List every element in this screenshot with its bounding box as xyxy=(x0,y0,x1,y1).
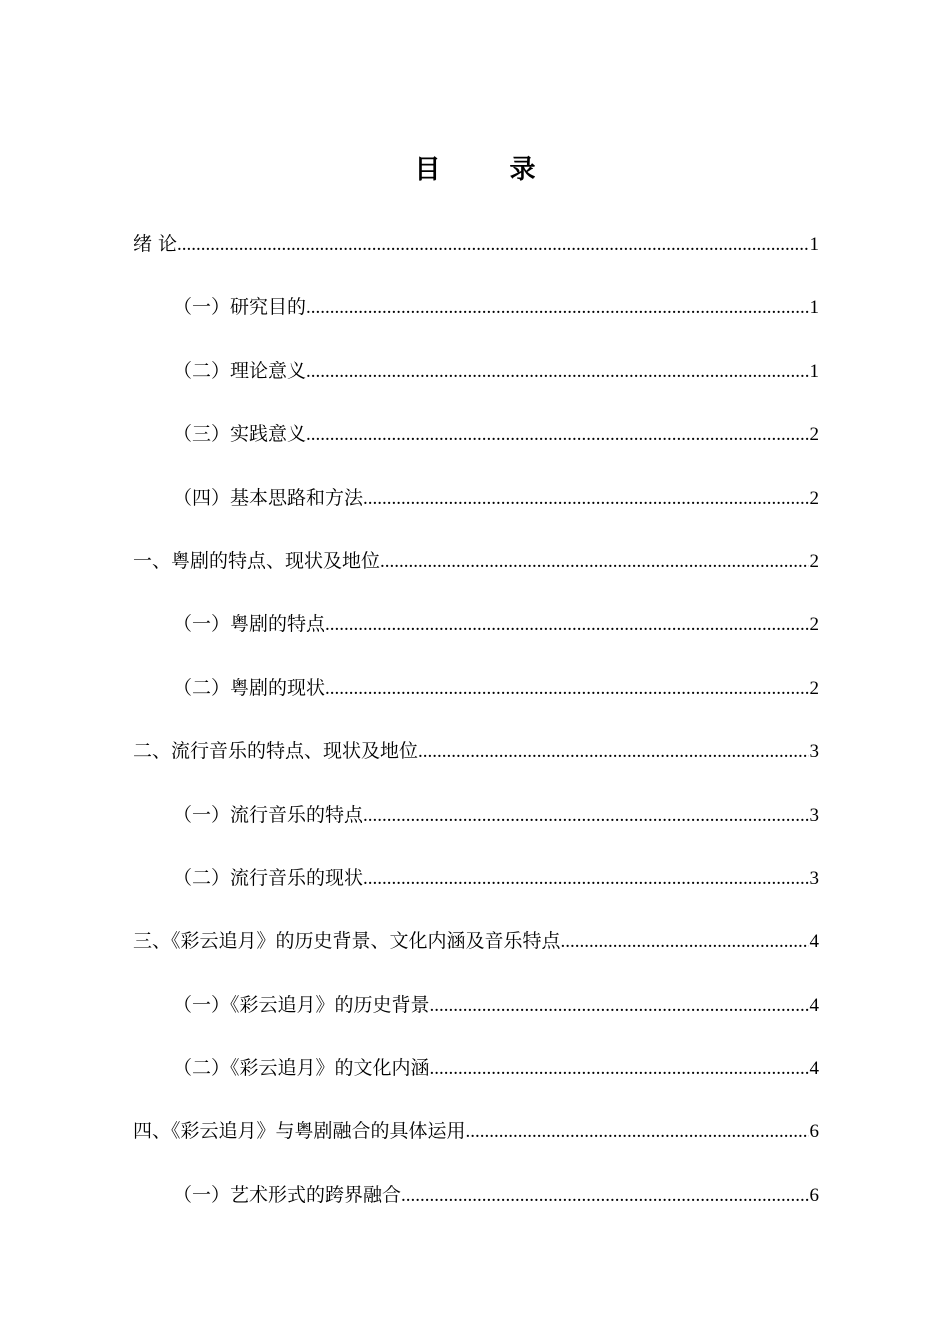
toc-leader-dots xyxy=(561,922,809,962)
toc-leader-dots xyxy=(418,732,808,772)
toc-entry[interactable] xyxy=(133,795,819,858)
toc-page-number: 4 xyxy=(809,994,819,1016)
toc-leader-dots xyxy=(363,479,808,519)
toc-page-number: 2 xyxy=(809,424,819,446)
toc-page-number: 2 xyxy=(809,614,819,636)
toc-entry[interactable] xyxy=(133,224,819,287)
toc-page-number: 2 xyxy=(809,677,819,699)
toc-entry[interactable] xyxy=(133,351,819,414)
toc-entry[interactable] xyxy=(133,604,819,667)
toc-entry-text: （一）《彩云追月》的历史背景 xyxy=(173,993,430,1016)
toc-entry-text: （二）粤剧的现状 xyxy=(173,676,326,699)
toc-leader-dots xyxy=(430,986,809,1026)
toc-page-number: 4 xyxy=(809,931,819,953)
toc-entry-text: （四）基本思路和方法 xyxy=(173,486,364,509)
toc-entry[interactable] xyxy=(133,858,819,921)
toc-entry[interactable] xyxy=(133,478,819,541)
toc-page-number: 1 xyxy=(809,297,819,319)
page-title: 目 录 xyxy=(414,155,566,185)
toc-entry[interactable] xyxy=(133,921,819,984)
toc-page-number: 6 xyxy=(809,1121,819,1143)
toc-leader-dots xyxy=(466,1112,809,1152)
toc-entry-text: （一）研究目的 xyxy=(173,296,307,319)
toc-leader-dots xyxy=(325,669,808,709)
toc-leader-dots xyxy=(325,605,808,645)
toc-entry-text: （三）实践意义 xyxy=(173,423,307,446)
toc-leader-dots xyxy=(430,1049,809,1089)
toc-entry[interactable] xyxy=(133,414,819,477)
toc-entry[interactable] xyxy=(133,1048,819,1111)
toc-entry[interactable] xyxy=(133,668,819,731)
toc-entry-text: 三、《彩云追月》的历史背景、文化内涵及音乐特点 xyxy=(133,930,561,953)
table-of-contents xyxy=(133,224,819,1238)
toc-leader-dots xyxy=(306,352,808,392)
toc-page-number: 2 xyxy=(809,487,819,509)
toc-leader-dots xyxy=(363,796,808,836)
toc-page-number: 2 xyxy=(809,550,819,572)
toc-leader-dots xyxy=(177,225,808,265)
toc-page-number: 3 xyxy=(809,741,819,763)
toc-leader-dots xyxy=(401,1176,808,1216)
toc-entry[interactable] xyxy=(133,985,819,1048)
toc-page-number: 3 xyxy=(809,804,819,826)
toc-entry-text: 四、《彩云追月》与粤剧融合的具体运用 xyxy=(133,1120,466,1143)
toc-page-number: 4 xyxy=(809,1058,819,1080)
toc-entry[interactable] xyxy=(133,287,819,350)
toc-entry[interactable] xyxy=(133,731,819,794)
toc-entry-text: （二）流行音乐的现状 xyxy=(173,866,364,889)
toc-entry-text: （二）《彩云追月》的文化内涵 xyxy=(173,1057,430,1080)
toc-entry-text: 二、流行音乐的特点、现状及地位 xyxy=(133,740,419,763)
toc-leader-dots xyxy=(306,415,808,455)
toc-entry[interactable] xyxy=(133,541,819,604)
toc-entry-text: （一）艺术形式的跨界融合 xyxy=(173,1183,402,1206)
toc-entry-text: 绪 论 xyxy=(133,233,178,255)
toc-entry-text: （二）理论意义 xyxy=(173,359,307,382)
toc-entry-text: （一）流行音乐的特点 xyxy=(173,803,364,826)
toc-entry[interactable] xyxy=(133,1175,819,1238)
toc-page-number: 1 xyxy=(809,234,819,255)
toc-page-number: 6 xyxy=(809,1184,819,1206)
toc-entry-text: （一）粤剧的特点 xyxy=(173,613,326,636)
toc-leader-dots xyxy=(306,288,808,328)
toc-leader-dots xyxy=(380,542,808,582)
toc-page-number: 1 xyxy=(809,360,819,382)
toc-page-number: 3 xyxy=(809,867,819,889)
toc-entry-text: 一、粤剧的特点、现状及地位 xyxy=(133,549,381,572)
toc-entry[interactable] xyxy=(133,1111,819,1174)
toc-leader-dots xyxy=(363,859,808,899)
